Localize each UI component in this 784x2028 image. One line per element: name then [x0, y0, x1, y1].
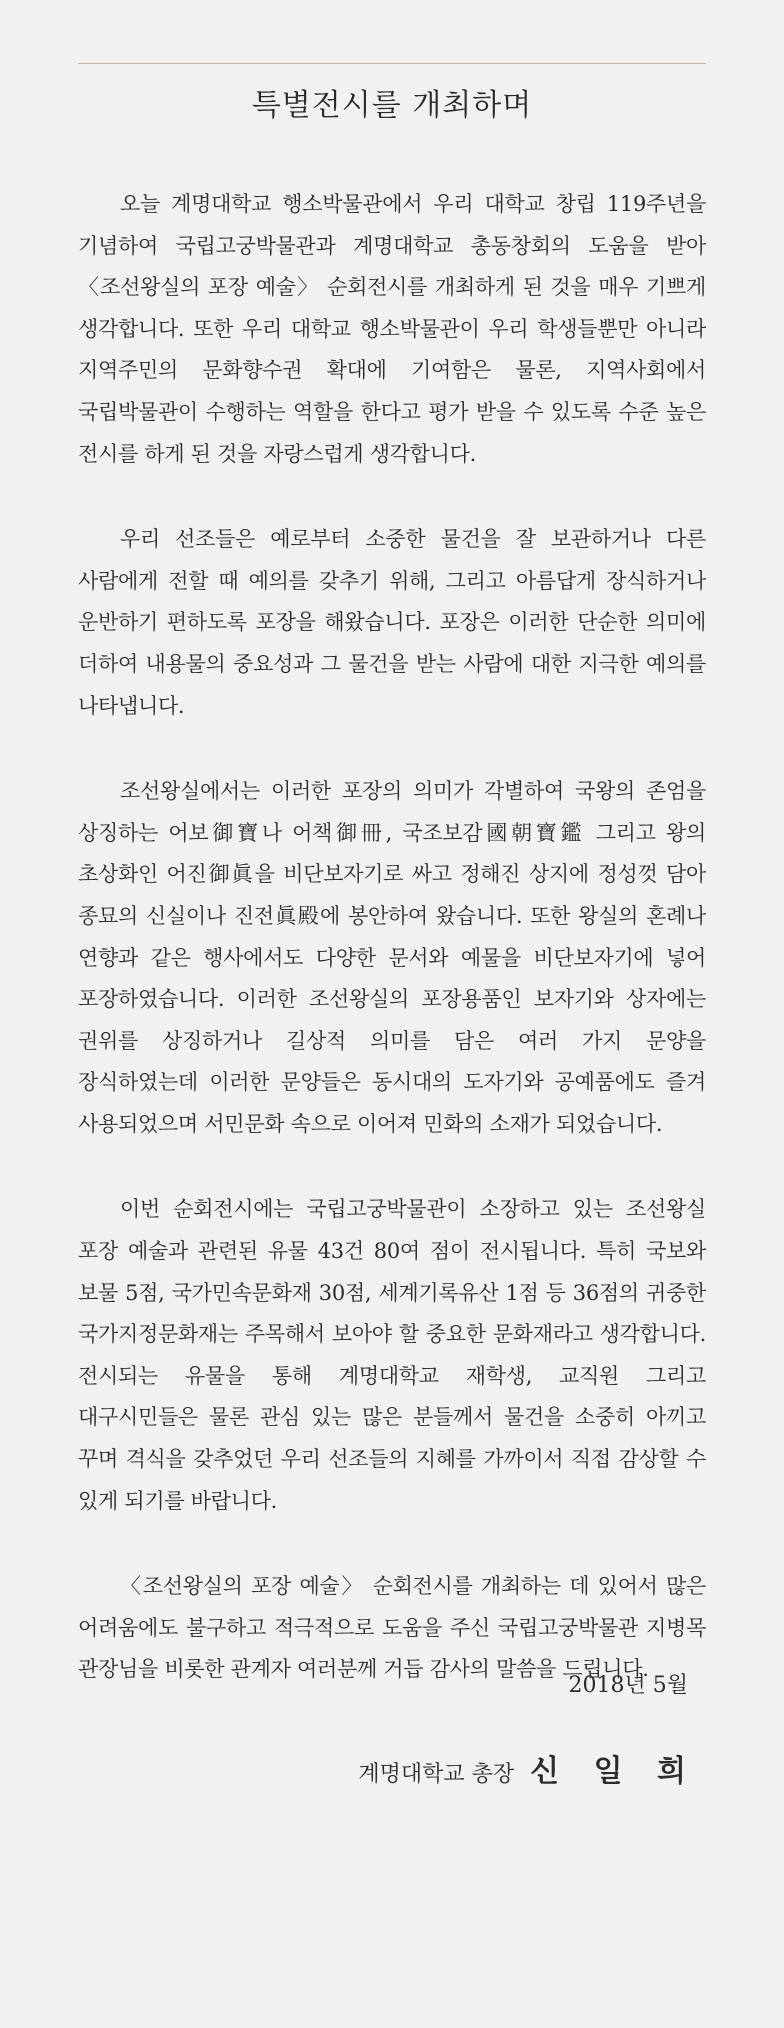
paragraph-1: 오늘 계명대학교 행소박물관에서 우리 대학교 창립 119주년을 기념하여 국립고궁박물관과 계명대학교 총동창회의 도움을 받아 〈조선왕실의 포장 예술〉 순회전시를 개최하게 된 것을 매우 기쁘게 생각합니다. 또한 우리 대학교 행소박물관이 우리 학생들뿐만 아니라 지역주민의 문화향수권 확대에 기여함은 물론, 지역사회에서 국립박물관이 수행하는 역할을 한다고 평가 받을 수 있도록 수준 높은 전시를 하게 된 것을 자랑스럽게 생각합니다.	[78, 192, 706, 466]
paragraph-2: 우리 선조들은 예로부터 소중한 물건을 잘 보관하거나 다른 사람에게 전할 때 예의를 갖추기 위해, 그리고 아름답게 장식하거나 운반하기 편하도록 포장을 해왔습니다. 포장은 이러한 단순한 의미에 더하여 내용물의 중요성과 그 물건을 받는 사람에 대한 지극한 예의를 나타냅니다.	[78, 527, 706, 718]
top-divider	[78, 63, 706, 64]
page-title: 특별전시를 개최하며	[251, 88, 533, 123]
paragraph-3: 조선왕실에서는 이러한 포장의 의미가 각별하여 국왕의 존엄을 상징하는 어보御寶나 어책御冊, 국조보감國朝寶鑑 그리고 왕의 초상화인 어진御眞을 비단보자기로 싸고 정해진 상지에 정성껏 담아 종묘의 신실이나 진전眞殿에 봉안하여 왔습니다. 또한 왕실의 혼례나 연향과 같은 행사에서도 다양한 문서와 예물을 비단보자기에 넣어 포장하였습니다. 이러한 조선왕실의 포장용품인 보자기와 상자에는 권위를 상징하거나 길상적 의미를 담은 여러 가지 문양을 장식하였는데 이러한 문양들은 동시대의 도자기와 공예품에도 즐겨 사용되었으며 서민문화 속으로 이어져 민화의 소재가 되었습니다.	[78, 779, 706, 1136]
signature-name: 신 일 희	[530, 1754, 698, 1789]
paragraph-5: 〈조선왕실의 포장 예술〉 순회전시를 개최하는 데 있어서 많은 어려움에도 불구하고 적극적으로 도움을 주신 국립고궁박물관 지병목 관장님을 비롯한 관계자 여러분께 거듭 감사의 말씀을 드립니다.	[78, 1574, 706, 1682]
date-line: 2018년 5월	[568, 1673, 688, 1698]
body-text	[78, 184, 706, 1735]
signature-block	[358, 1746, 698, 1790]
signature-title: 계명대학교 총장	[358, 1762, 515, 1787]
paragraph-4: 이번 순회전시에는 국립고궁박물관이 소장하고 있는 조선왕실 포장 예술과 관련된 유물 43건 80여 점이 전시됩니다. 특히 국보와 보물 5점, 국가민속문화재 30점, 세계기록유산 1점 등 36점의 귀중한 국가지정문화재는 주목해서 보아야 할 중요한 문화재라고 생각합니다. 전시되는 유물을 통해 계명대학교 재학생, 교직원 그리고 대구시민들은 물론 관심 있는 많은 분들께서 물건을 소중히 아끼고 꾸며 격식을 갖추었던 우리 선조들의 지혜를 가까이서 직접 감상할 수 있게 되기를 바랍니다.	[78, 1197, 706, 1513]
